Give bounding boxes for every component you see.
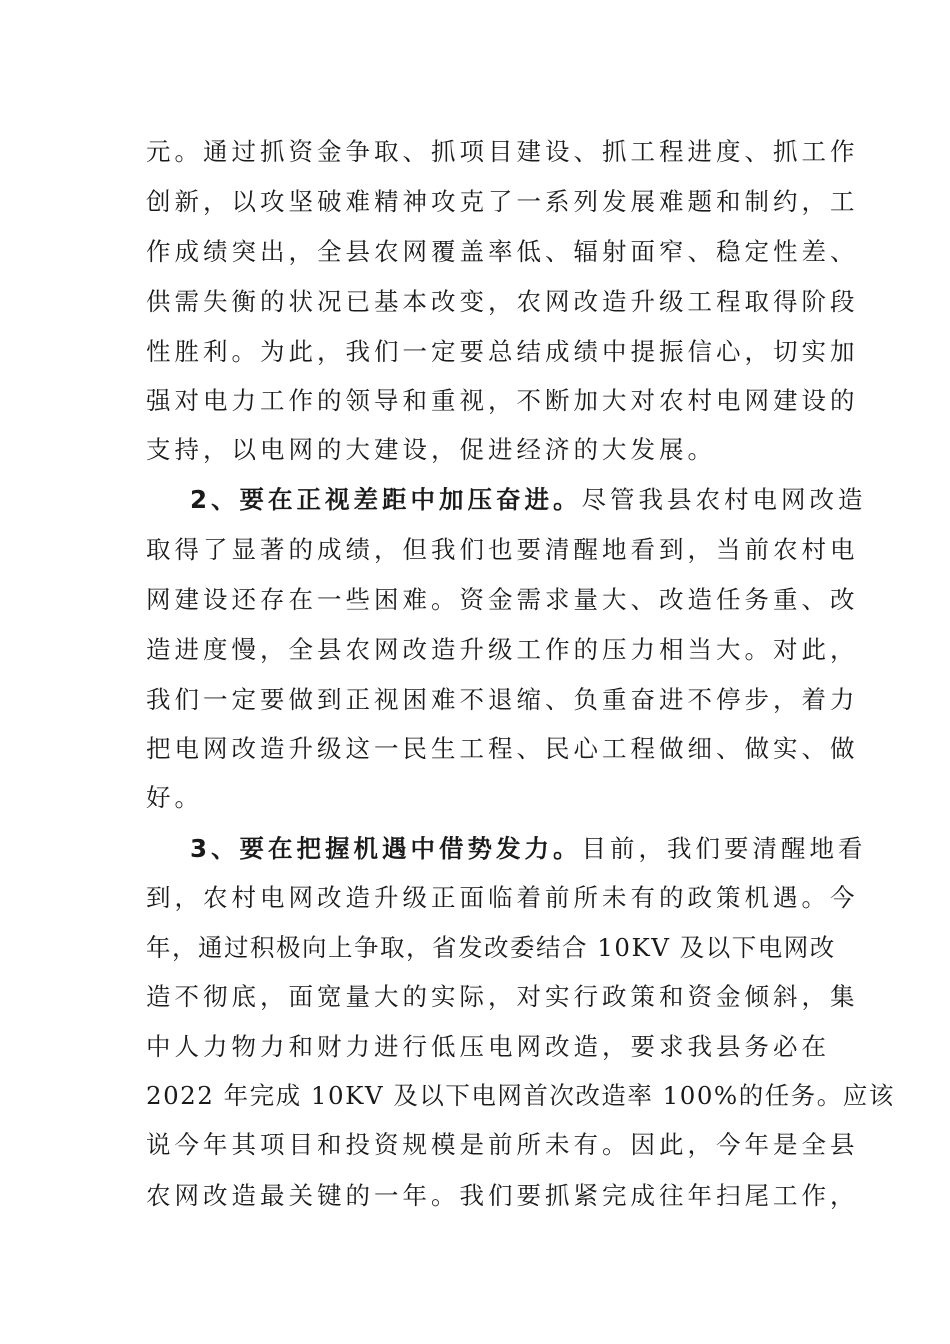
paragraph-2-line-1 [190,480,867,520]
paragraph-2-line-3: 网建设还存在一些困难。资金需求量大、改造任务重、改 [146,585,859,614]
paragraph-2-line-2: 取得了显著的成绩，但我们也要清醒地看到，当前农村电 [146,535,859,564]
paragraph-1-line-6: 强对电力工作的领导和重视，不断加大对农村电网建设的 [146,386,859,415]
paragraph-2-line-7: 好。 [146,783,203,812]
paragraph-1-line-2: 创新，以攻坚破难精神攻克了一系列发展难题和制约，工 [146,187,859,216]
paragraph-3-first-line-rest: 目前，我们要清醒地看 [581,834,867,863]
paragraph-2-first-line-rest: 尽管我县农村电网改造 [581,485,867,514]
paragraph-1-line-7: 支持，以电网的大建设，促进经济的大发展。 [146,435,716,464]
paragraph-3-line-5: 中人力物力和财力进行低压电网改造，要求我县务必在 [146,1032,830,1061]
paragraph-2-heading: 2、要在正视差距中加压奋进。 [190,485,582,514]
paragraph-3-line-3: 年，通过积极向上争取，省发改委结合 10KV 及以下电网改 [146,933,836,962]
paragraph-3-heading: 3、要在把握机遇中借势发力。 [190,834,582,863]
paragraph-1-line-4: 供需失衡的状况已基本改变，农网改造升级工程取得阶段 [146,287,859,316]
paragraph-3-line-7: 说今年其项目和投资规模是前所未有。因此，今年是全县 [146,1130,859,1159]
paragraph-2-line-5: 我们一定要做到正视困难不退缩、负重奋进不停步，着力 [146,685,859,714]
paragraph-3-line-2: 到，农村电网改造升级正面临着前所未有的政策机遇。今 [146,883,859,912]
paragraph-1-line-3: 作成绩突出，全县农网覆盖率低、辐射面窄、稳定性差、 [146,237,859,266]
paragraph-2-line-4: 造进度慢，全县农网改造升级工作的压力相当大。对此， [146,635,859,664]
paragraph-1-line-5: 性胜利。为此，我们一定要总结成绩中提振信心，切实加 [146,337,859,366]
paragraph-3-line-4: 造不彻底，面宽量大的实际，对实行政策和资金倾斜，集 [146,982,859,1011]
paragraph-3-line-8: 农网改造最关键的一年。我们要抓紧完成往年扫尾工作， [146,1181,859,1210]
paragraph-3-line-6: 2022 年完成 10KV 及以下电网首次改造率 100%的任务。应该 [146,1081,895,1110]
paragraph-3-line-1 [190,829,867,869]
paragraph-2-line-6: 把电网改造升级这一民生工程、民心工程做细、做实、做 [146,734,859,763]
paragraph-1-line-1: 元。通过抓资金争取、抓项目建设、抓工程进度、抓工作 [146,137,859,166]
